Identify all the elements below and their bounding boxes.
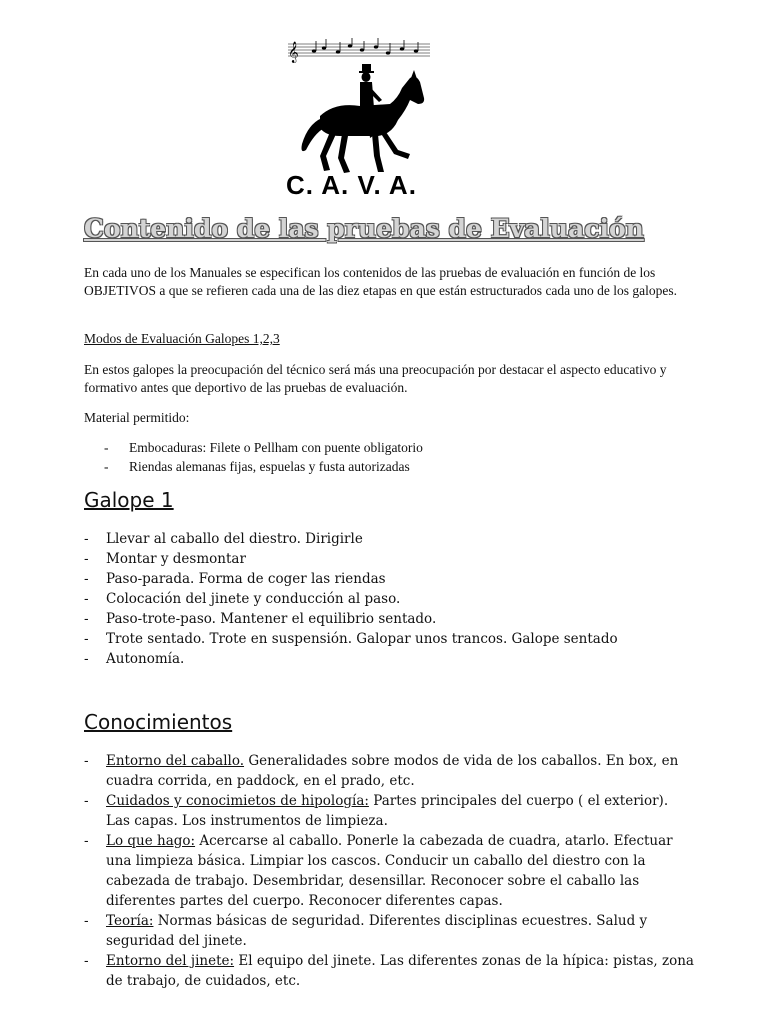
modos-paragraph: En estos galopes la preocupación del técnico será más una preocupación por destacar el aspecto educativo y formativo antes que deportivo de las pruebas de evaluación. bbox=[84, 362, 667, 395]
list-item: - Montar y desmontar bbox=[84, 551, 246, 567]
list-item: - Autonomía. bbox=[84, 651, 185, 667]
material-label: Material permitido: bbox=[84, 410, 190, 425]
list-item: - Lo que hago: Acercarse al caballo. Ponerle la cabezada de cuadra, atarlo. Efectuar una limpieza básica. Limpiar los cascos. Conducir un caballo del diestro con la cabezada de trabajo. Desembridar, desensillar. Reconocer sobre el caballo las diferentes partes del cuerpo. Reconocer diferentes capas. bbox=[84, 833, 673, 909]
svg-text:𝄞: 𝄞 bbox=[288, 42, 299, 63]
list-item: - Llevar al caballo del diestro. Dirigirle bbox=[84, 531, 363, 547]
list-item: - Riendas alemanas fijas, espuelas y fusta autorizadas bbox=[104, 459, 410, 474]
list-item: - Embocaduras: Filete o Pellham con puente obligatorio bbox=[104, 440, 423, 455]
modos-heading: Modos de Evaluación Galopes 1,2,3 bbox=[84, 331, 280, 346]
material-list bbox=[104, 438, 714, 476]
list-item: - Trote sentado. Trote en suspensión. Galopar unos trancos. Galope sentado bbox=[84, 631, 618, 647]
conocimientos-heading: Conocimientos bbox=[84, 710, 233, 734]
galope1-list bbox=[84, 529, 694, 669]
item-label: Teoría: bbox=[106, 913, 154, 929]
item-label: Lo que hago: bbox=[106, 833, 196, 849]
list-item: - Paso-trote-paso. Mantener el equilibrio sentado. bbox=[84, 611, 437, 627]
galope1-heading: Galope 1 bbox=[84, 488, 174, 512]
list-item: - Cuidados y conocimietos de hipología: Partes principales del cuerpo ( el exterior). Las capas. Los instrumentos de limpieza. bbox=[84, 793, 669, 829]
list-item: - Paso-parada. Forma de coger las riendas bbox=[84, 571, 386, 587]
list-item: - Colocación del jinete y conducción al paso. bbox=[84, 591, 401, 607]
conocimientos-list bbox=[84, 751, 694, 991]
intro-paragraph: En cada uno de los Manuales se especifican los contenidos de las pruebas de evaluación en función de los OBJETIVOS a que se refieren cada una de las diez etapas en que están estructurados cada uno de los galopes. bbox=[84, 265, 678, 298]
list-item: - Entorno del caballo. Generalidades sobre modos de vida de los caballos. En box, en cuadra corrida, en paddock, en el prado, etc. bbox=[84, 753, 679, 789]
item-label: Entorno del jinete: bbox=[106, 953, 235, 969]
list-item: - Teoría: Normas básicas de seguridad. Diferentes disciplinas ecuestres. Salud y seguridad del jinete. bbox=[84, 913, 648, 949]
item-label: Cuidados y conocimietos de hipología: bbox=[106, 793, 369, 809]
page-title: Contenido de las pruebas de Evaluación bbox=[84, 214, 644, 243]
list-item: - Entorno del jinete: El equipo del jinete. Las diferentes zonas de la hípica: pistas, zona de trabajo, de cuidados, etc. bbox=[84, 953, 694, 989]
item-label: Entorno del caballo. bbox=[106, 753, 245, 769]
logo-text: C. A. V. A. bbox=[286, 170, 417, 200]
